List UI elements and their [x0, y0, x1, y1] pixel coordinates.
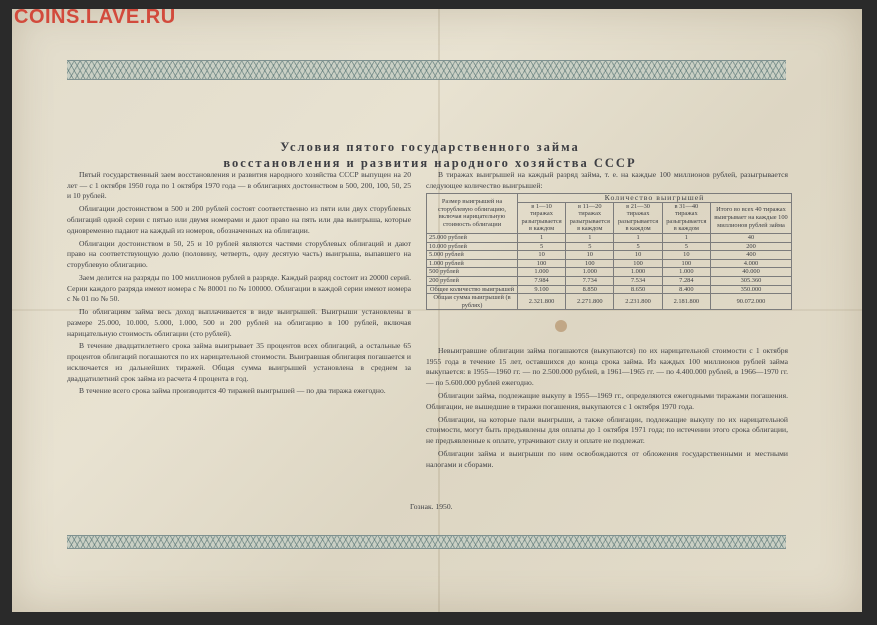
- row-c3: 1.000: [614, 268, 662, 277]
- total-count-total: 350.000: [711, 285, 792, 294]
- total-count-c1: 9.100: [518, 285, 566, 294]
- row-c1: 1.000: [518, 268, 566, 277]
- left-paragraph: Облигации достоинством в 500 и 200 рублей состоят соответственно из пяти или двух сторублевых облигаций одной серии с пятью или двумя номерами и дают право на пять или два выигрыша, которые одновременно падают на каждый из номеров, обозначенных на облигации.: [67, 204, 411, 235]
- total-count-label: Общее количество выигрышей: [427, 285, 518, 294]
- header-total: Итого во всех 40 тиражах выигрывает на каждые 100 миллионов рублей займа: [711, 202, 792, 233]
- header-draws-1-10: в 1—10 тиражах разыгрывается в каждом: [518, 202, 566, 233]
- row-amount: 25.000 рублей: [427, 233, 518, 242]
- total-sum-c2: 2.271.800: [566, 294, 614, 310]
- right-intro-text: [426, 170, 788, 194]
- total-sum-row: [427, 294, 792, 310]
- total-sum-label: Общая сумма выигрышей (в рублях): [427, 294, 518, 310]
- row-c3: 1: [614, 233, 662, 242]
- row-c2: 1.000: [566, 268, 614, 277]
- paper-stain: [555, 320, 567, 332]
- row-c2: 10: [566, 251, 614, 260]
- left-paragraph: В течение всего срока займа производится 40 тиражей выигрышей — по два тиража ежегодно.: [79, 386, 386, 396]
- left-paragraph: Облигации достоинством в 50, 25 и 10 рублей являются частями сторублевых облигаций и дают право на соответствующую долю (половину, четверть, одну десятую часть) выигрыша, выпавшего на сторублевую облигацию.: [67, 238, 411, 269]
- row-amount: 200 рублей: [427, 276, 518, 285]
- row-total: 40: [711, 233, 792, 242]
- left-conditions-column: [67, 170, 411, 399]
- right-paragraph: Облигации займа, подлежащие выкупу в 1955—1969 гг., определяются ежегодными тиражами погашения. Облигации, не вышедшие в тиражи погашения, выкупаются с 1 октября 1970 года.: [426, 391, 788, 411]
- printer-imprint: Гознак. 1950.: [410, 502, 453, 511]
- header-prize-size: Размер выигрышей на сторублевую облигацию, включая нарицательную стоимость облигации: [427, 194, 518, 234]
- left-paragraph: Пятый государственный заем восстановления и развития народного хозяйства СССР выпущен на 20 лет — с 1 октября 1950 года по 1 октября 1970 года — в облигациях достоинством в 500, 200, 100, 50, 25 и 10 рублей.: [67, 170, 411, 201]
- left-paragraph: По облигациям займа весь доход выплачивается в виде выигрышей. Выигрыши установлены в размере 25.000, 10.000, 5.000, 1.000, 500 и 200 рублей на облигацию в 100 рублей, включая нарицательную стоимость облигации (сто рублей).: [67, 307, 411, 338]
- table-row: [427, 242, 792, 251]
- prize-table: [426, 193, 792, 310]
- right-paragraph: Облигации займа и выигрыши по ним освобождаются от обложения государственными и местными налогами и сборами.: [426, 448, 788, 469]
- right-conditions-column: [426, 346, 788, 472]
- row-c2: 1: [566, 233, 614, 242]
- row-c3: 5: [614, 242, 662, 251]
- row-total: 200: [711, 242, 792, 251]
- row-c1: 7.984: [518, 276, 566, 285]
- table-row: [427, 268, 792, 277]
- total-sum-c3: 2.231.800: [614, 294, 662, 310]
- row-c3: 10: [614, 251, 662, 260]
- row-c3: 7.534: [614, 276, 662, 285]
- row-c1: 100: [518, 259, 566, 268]
- ornamental-band-top: [67, 60, 786, 80]
- ornamental-band-bottom: [67, 535, 786, 549]
- total-sum-c1: 2.321.800: [518, 294, 566, 310]
- table-row: [427, 251, 792, 260]
- table-row: [427, 259, 792, 268]
- intro-paragraph: В тиражах выигрышей на каждый разряд займа, т. е. на каждые 100 миллионов рублей, разыгрывается следующее количество выигрышей:: [426, 170, 788, 190]
- table-caption: Количество выигрышей: [518, 194, 792, 203]
- title-line-1: Условия пятого государственного займа: [280, 140, 580, 154]
- table-row: [427, 276, 792, 285]
- total-sum-c4: 2.181.800: [662, 294, 710, 310]
- left-paragraph: Заем делится на разряды по 100 миллионов рублей в разряде. Каждый разряд состоит из 20000 серий. Серии каждого разряда имеют номера с № 80001 по № 100000. Облигации в каждой серии имеют номера с № 01 по № 50.: [67, 272, 411, 304]
- row-amount: 5.000 рублей: [427, 251, 518, 260]
- row-total: 400: [711, 251, 792, 260]
- row-total: 4.000: [711, 259, 792, 268]
- row-c4: 7.284: [662, 276, 710, 285]
- left-paragraph: В течение двадцатилетнего срока займа выигрывает 35 процентов всех облигаций, а остальные 65 процентов облигаций погашаются по их нарицательной стоимости. Выигравшая облигация погашается и исключается из дальнейших тиражей. Общая сумма выигрышей установлена в среднем за двадцатилетний срок займа из расчета 4 процента в год.: [67, 341, 411, 383]
- row-c2: 100: [566, 259, 614, 268]
- row-c2: 7.734: [566, 276, 614, 285]
- row-c4: 100: [662, 259, 710, 268]
- row-total: 40.000: [711, 268, 792, 277]
- row-c3: 100: [614, 259, 662, 268]
- total-count-row: [427, 285, 792, 294]
- total-count-c3: 8.650: [614, 285, 662, 294]
- row-c2: 5: [566, 242, 614, 251]
- right-paragraph: Облигации, на которые пали выигрыши, а также облигации, подлежащие выкупу по их нарицательной стоимости, могут быть предъявлены для оплаты до 1 октября 1971 года; по истечении этого срока облигации, не предъявленные к оплате, утрачивают силу и оплате не подлежат.: [426, 414, 788, 445]
- site-watermark: COINS.LAVE.RU: [14, 6, 176, 28]
- total-sum-total: 90.072.000: [711, 294, 792, 310]
- right-paragraph: Невыигравшие облигации займа погашаются (выкупаются) по их нарицательной стоимости с 1 октября 1955 года в течение 15 лет, оставшихся до конца срока займа. Из каждых 100 миллионов рублей займа выкупается: в 1955—1960 гг. — по 2.500.000 рублей, в 1961—1965 гг. — по 4.400.000 рублей, в 1966—1970 гг. — по 5.600.000 рублей ежегодно.: [426, 346, 788, 388]
- row-c1: 10: [518, 251, 566, 260]
- row-c4: 10: [662, 251, 710, 260]
- row-c4: 1: [662, 233, 710, 242]
- total-count-c2: 8.850: [566, 285, 614, 294]
- title-line-2: восстановления и развития народного хозяйства СССР: [223, 156, 637, 170]
- row-c1: 5: [518, 242, 566, 251]
- row-amount: 500 рублей: [427, 268, 518, 277]
- row-c4: 5: [662, 242, 710, 251]
- header-draws-31-40: в 31—40 тиражах разыгрывается в каждом: [662, 202, 710, 233]
- row-total: 305.360: [711, 276, 792, 285]
- row-amount: 10.000 рублей: [427, 242, 518, 251]
- table-row: [427, 233, 792, 242]
- row-amount: 1.000 рублей: [427, 259, 518, 268]
- header-draws-21-30: в 21—30 тиражах разыгрывается в каждом: [614, 202, 662, 233]
- row-c4: 1.000: [662, 268, 710, 277]
- row-c1: 1: [518, 233, 566, 242]
- total-count-c4: 8.400: [662, 285, 710, 294]
- header-draws-11-20: в 11—20 тиражах разыгрывается в каждом: [566, 202, 614, 233]
